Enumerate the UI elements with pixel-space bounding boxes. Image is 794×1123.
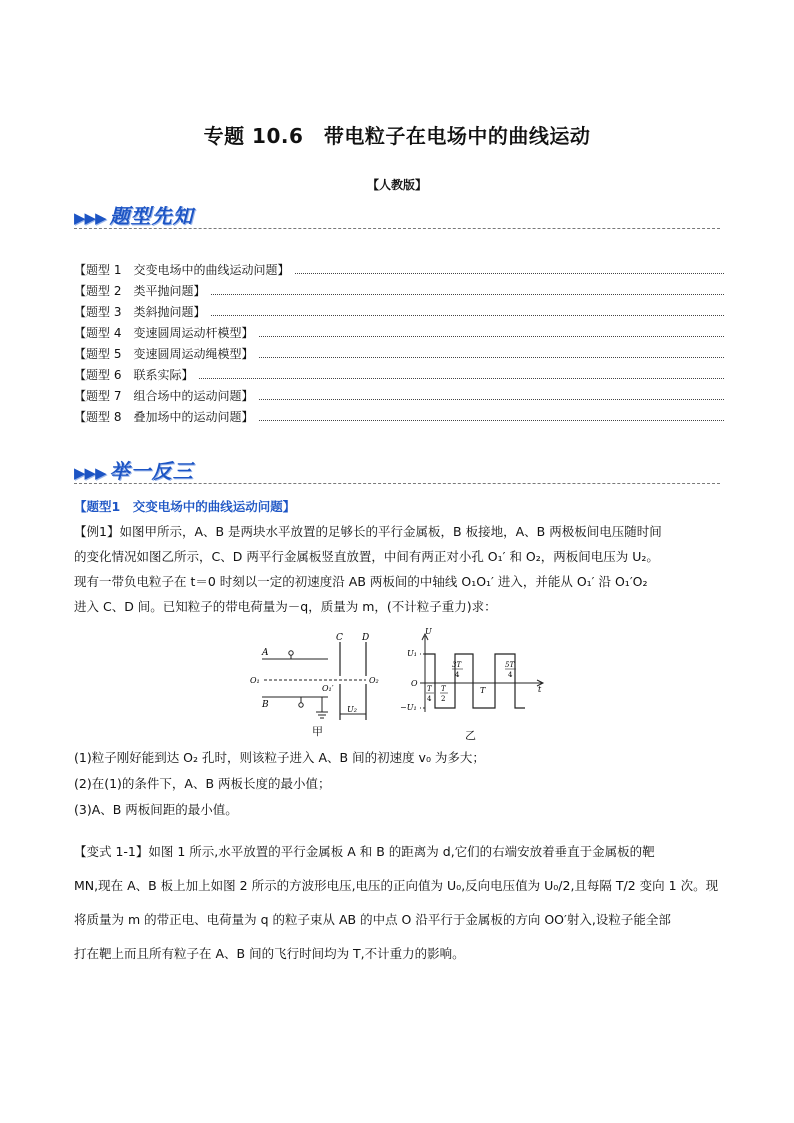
edition-label: 【人教版】 [366, 178, 427, 192]
question-2: (2)在(1)的条件下，A、B 两板长度的最小值； [74, 776, 331, 791]
tick-T: T [480, 686, 486, 695]
label-U1: U₁ [407, 649, 417, 658]
leader-dots [259, 336, 724, 337]
divider [74, 483, 720, 484]
triple-arrow-icon: ▶▶▶ [74, 464, 106, 482]
svg-text:2: 2 [441, 695, 446, 703]
label-minus-U1: −U₁ [400, 703, 417, 712]
figure-caption: 甲 [312, 725, 323, 738]
banner-question-types [74, 200, 194, 229]
toc-item[interactable]: 【题型 6 联系实际】 [74, 363, 724, 383]
svg-text:T: T [427, 685, 432, 693]
label-D: D [362, 633, 370, 643]
example-1-text: 【例1】如图甲所示，A、B 是两块水平放置的足够长的平行金属板，B 板接地，A、B 两极板间电压随时间 的变化情况如图乙所示，C、D 两平行金属板竖直放置，中间有两正对小孔 O₁′ 和 O₂，两板间电压为 U₂。 现有一带负电粒子在 t＝0 时刻以一定的初速度沿 AB 两板间的中轴线 O₁O₁′ 进入，并能从 O₁′ 沿 O₁′O₂ 进入 C、D 间。已知粒子的带电荷量为－q，质量为 m，(不计粒子重力)求： [74, 524, 662, 614]
leader-dots [259, 357, 724, 358]
tick-5T-over-4 [505, 661, 516, 679]
tick-3T-over-4 [452, 661, 463, 679]
label-B: B [262, 700, 269, 710]
toc-item[interactable]: 【题型 4 变速圆周运动杆模型】 [74, 321, 724, 341]
svg-text:4: 4 [508, 671, 513, 679]
svg-text:3T: 3T [452, 661, 462, 669]
triple-arrow-icon: ▶▶▶ [74, 209, 106, 227]
leader-dots [211, 315, 724, 316]
page-title: 专题 10.6 带电粒子在电场中的曲线运动 [203, 124, 591, 148]
label-C: C [336, 633, 343, 643]
label-O1: O₁ [250, 676, 260, 685]
svg-text:5T: 5T [505, 661, 515, 669]
section-heading: 【题型1 交变电场中的曲线运动问题】 [74, 499, 296, 514]
axis-label-t: t [538, 685, 542, 694]
axis-label-U: U [425, 628, 432, 636]
figure-caption: 乙 [465, 729, 476, 742]
toc-item[interactable]: 【题型 5 变速圆周运动绳模型】 [74, 342, 724, 362]
banner-text: 题型先知 [109, 204, 194, 228]
leader-dots [211, 294, 724, 295]
banner-examples [74, 455, 194, 484]
leader-dots [259, 420, 724, 421]
figure-voltage-graph [400, 628, 550, 723]
leader-dots [199, 378, 724, 379]
question-3: (3)A、B 两板间距的最小值。 [74, 802, 238, 817]
leader-dots [259, 399, 724, 400]
label-A: A [262, 648, 269, 658]
toc-item[interactable]: 【题型 3 类斜抛问题】 [74, 300, 724, 320]
svg-text:4: 4 [427, 695, 432, 703]
divider [74, 228, 720, 229]
toc-item[interactable]: 【题型 1 交变电场中的曲线运动问题】 [74, 258, 724, 278]
toc-item[interactable]: 【题型 8 叠加场中的运动问题】 [74, 405, 724, 425]
banner-text: 举一反三 [109, 459, 194, 483]
tick-T-over-4 [426, 685, 434, 703]
svg-text:4: 4 [455, 671, 460, 679]
toc-item[interactable]: 【题型 7 组合场中的运动问题】 [74, 384, 724, 404]
tick-T-over-2 [440, 685, 448, 703]
variant-1-1-text: 【变式 1-1】如图 1 所示,水平放置的平行金属板 A 和 B 的距离为 d,它们的右端安放着垂直于金属板的靶 MN,现在 A、B 板上加上如图 2 所示的方波形电压,电压的正向值为 U₀,反向电压值为 U₀/2,且每隔 T/2 变向 1 次。现 将质量为 m 的带正电、电荷量为 q 的粒子束从 AB 的中点 O 沿平行于金属板的方向 OO′射入,设粒子能全部 打在靶上而且所有粒子在 A、B 间的飞行时间均为 T,不计重力的影响。 [74, 844, 719, 961]
question-1: (1)粒子刚好能到达 O₂ 孔时，则该粒子进入 A、B 间的初速度 v₀ 为多大； [74, 750, 485, 765]
label-O2: O₂ [369, 676, 379, 685]
label-origin: O [411, 679, 418, 688]
label-U2: U₂ [347, 705, 357, 714]
svg-text:T: T [441, 685, 446, 693]
figure-plates [246, 628, 391, 738]
toc-item[interactable]: 【题型 2 类平抛问题】 [74, 279, 724, 299]
label-O1-prime: O₁′ [322, 684, 334, 693]
leader-dots [295, 273, 724, 274]
